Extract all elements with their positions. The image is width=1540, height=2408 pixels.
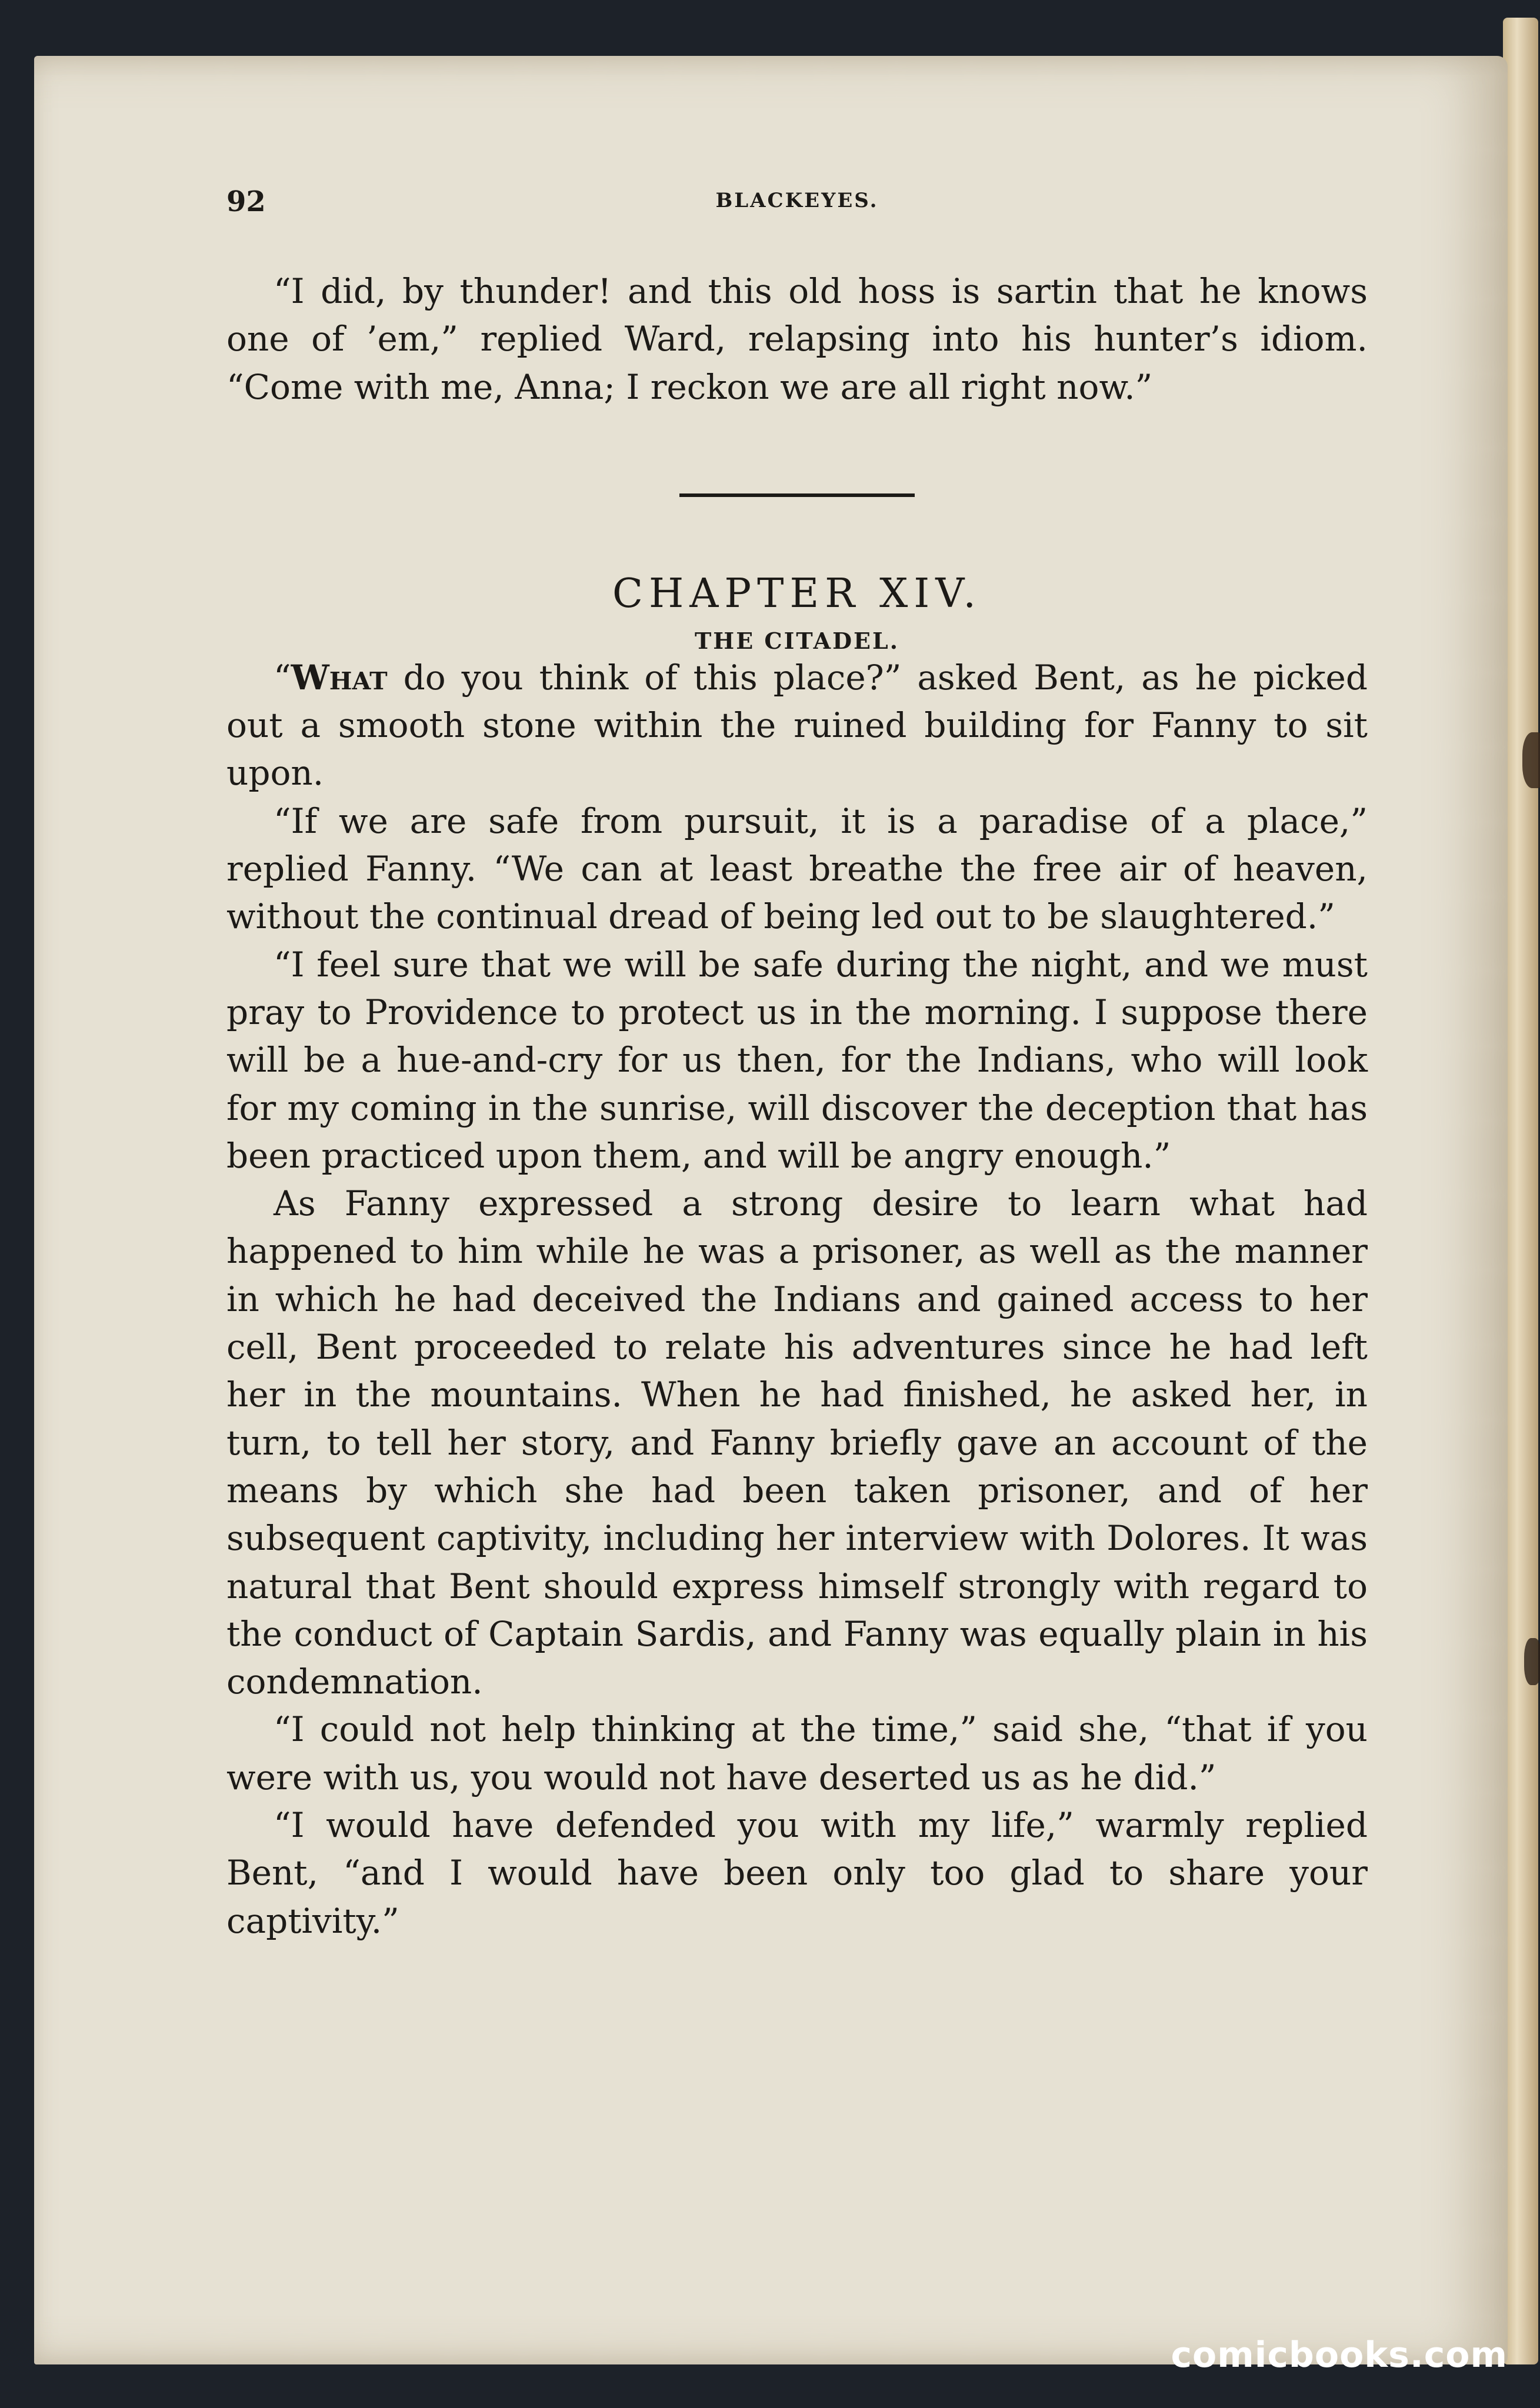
open-quote: “: [274, 657, 291, 698]
paragraph-text: do you think of this place?” asked Bent, as he picked out a smooth stone within the ruined building for Fanny to sit upon.: [226, 657, 1368, 793]
running-title: BLACKEYES.: [715, 189, 879, 212]
watermark: comicbooks.com: [1171, 2334, 1508, 2376]
chapter-heading: CHAPTER XIV.: [612, 570, 982, 617]
paragraph: “I could not help thinking at the time,” said she, “that if you were with us, you would not have deserted us as he did.”: [226, 1709, 1368, 1797]
section-divider: [679, 493, 915, 497]
body-text: [226, 268, 1368, 1945]
running-header: [226, 185, 1368, 221]
paragraph: “I feel sure that we will be safe during the night, and we must pray to Providence to protect us in the morning. I suppose there will be a hue-and-cry for us then, for the Indians, who will look for my coming in the sunrise, will discover the deception that has been practiced upon them, and will be angry enough.”: [226, 944, 1368, 1176]
page-stain: [1522, 732, 1540, 788]
chapter-subtitle: THE CITADEL.: [695, 627, 899, 654]
page-stain: [1524, 1638, 1540, 1685]
lead-word: What: [291, 657, 388, 698]
paragraph: “I would have defended you with my life,” warmly replied Bent, “and I would have been only too glad to share your captivity.”: [226, 1805, 1368, 1941]
paragraph: As Fanny expressed a strong desire to learn what had happened to him while he was a prisoner, as well as the manner in which he had deceived the Indians and gained access to her cell, Bent proceeded to relate his adventures since he had left her in the mountains. When he had finished, he asked her, in turn, to tell her story, and Fanny briefly gave an account of the means by which she had been taken prisoner, and of her subsequent captivity, including her interview with Dolores. It was natural that Bent should express himself strongly with regard to the conduct of Captain Sardis, and Fanny was equally plain in his condemnation.: [226, 1183, 1368, 1702]
opening-paragraph: “I did, by thunder! and this old hoss is sartin that he knows one of ’em,” replied Ward, relapsing into his hunter’s idiom. “Come with me, Anna; I reckon we are all right now.”: [226, 271, 1368, 407]
paragraph: “If we are safe from pursuit, it is a paradise of a place,” replied Fanny. “We can at least breathe the free air of heaven, without the continual dread of being led out to be slaughtered.”: [226, 801, 1368, 937]
chapter-first-paragraph: [226, 654, 1368, 798]
page-edge: [1503, 18, 1538, 2364]
page-number: 92: [226, 185, 266, 218]
